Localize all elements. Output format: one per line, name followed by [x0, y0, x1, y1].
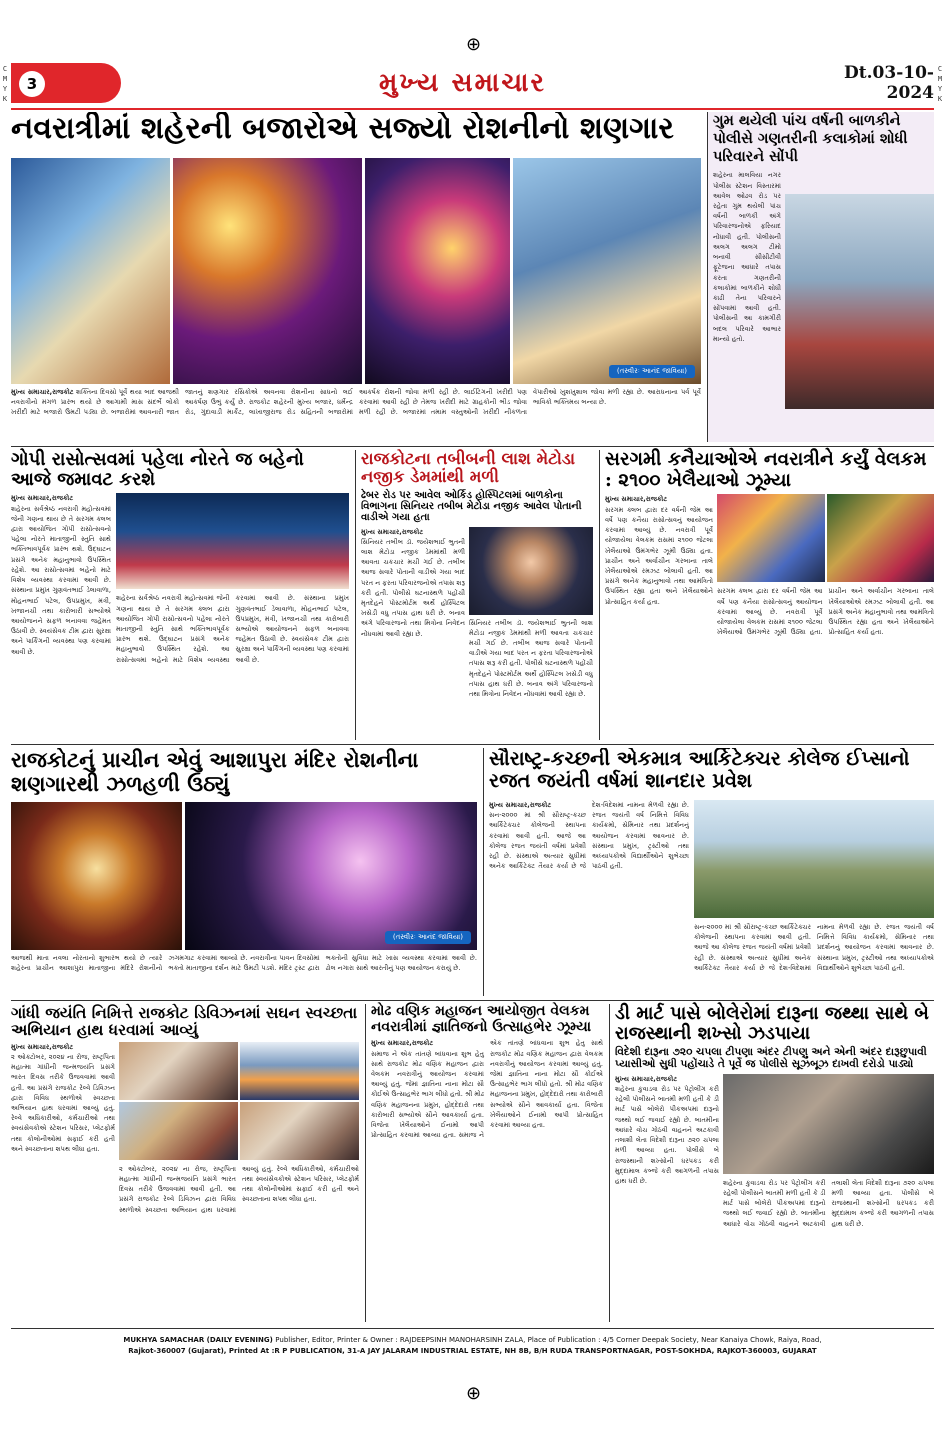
imprint-footer: [11, 1332, 934, 1356]
dmart-content: [615, 1074, 934, 1284]
sargam-body-cont: સરગમ ક્લબ દ્વારા દર વર્ષની જેમ આ વર્ષે પણ કનૈયા રાસોત્સવનું આયોજન કરવામાં આવ્યું છે. નવરાત્રી પૂર્વે યોજાયેલા વેલકમ રાસમાં ૨૧૦૦ જેટલા ખેલૈયાઓ ઉમંગભેર ઝૂમી ઉઠ્યા હતા. પ્રાચીન અને અર્વાચીન ગરબાના તાલે ખેલૈયાઓએ રમઝટ બોલાવી હતી. આ પ્રસંગે અનેક મહાનુભાવો તથા આમંત્રિતો ઉપસ્થિત રહ્યા હતા અને ખેલૈયાઓને પ્રોત્સાહિત કર્યા હતા.: [717, 587, 934, 637]
sargam-body-text: સરગમ ક્લબ દ્વારા દર વર્ષની જેમ આ વર્ષે પણ કનૈયા રાસોત્સવનું આયોજન કરવામાં આવ્યું છે. નવરાત્રી પૂર્વે યોજાયેલા વેલકમ રાસમાં ૨૧૦૦ જેટલા ખેલૈયાઓ ઉમંગભેર ઝૂમી ઉઠ્યા હતા. પ્રાચીન અને અર્વાચીન ગરબાના તાલે ખેલૈયાઓએ રમઝટ બોલાવી હતી. આ પ્રસંગે અનેક મહાનુભાવો તથા આમંત્રિતો ઉપસ્થિત રહ્યા હતા અને ખેલૈયાઓને પ્રોત્સાહિત કર્યા હતા.: [605, 505, 713, 606]
gandhi-body-cont: ૨ ઓક્ટોબર, ૨૦૨૪ ના રોજ, રાષ્ટ્રપિતા મહાત્મા ગાંધીની જન્મજયંતિ પ્રસંગે ભારત દિવસ તરીકે ઉજવવામાં આવી હતી. આ પ્રસંગે રાજકોટ રેલ્વે ડિવિઝન દ્વારા વિવિધ સ્થળોએ સ્વચ્છતા અભિયાન હાથ ધરવામાં આવ્યું હતું. રેલ્વે અધિકારીઓ, કર્મચારીઓ તથા સ્વયંસેવકોએ સ્ટેશન પરિસર, પ્લેટફોર્મ તથા કોલોનીઓમાં સફાઈ કરી હતી અને સ્વચ્છતાના શપથ લીધા હતા.: [119, 1164, 359, 1214]
sargam-headline: સરગમી કનૈયાઓએ નવરાત્રીને કર્યું વેલકમ : ૨૧૦૦ ખેલૈયાઓ ઝૂમ્યા: [605, 449, 927, 491]
photo-lights-market: [173, 158, 361, 384]
lead-body-text: શક્તિના દિવસો પૂર્વે થયા બાદ આજથી નવરાત્રીનો મંગળ પ્રારંભ થયો છે આગામી માસ સંદર્ભે લોકો ખરીદી માટે બજારો ઉમટી પડ્યા છે. બજારોમાં આવનારી જાત જાતનું શણગાર રસિકોએ અવનવા રોશનીના સાધનો લઈ આકર્ષણ ઉભું કર્યું છે. રાજકોટ શહેરની મુખ્ય બજાર, ધર્મેન્દ્ર રોડ, ગુંદાવાડી માર્કેટ, લાખાજીરાજ રોડ સહિતની બજારોમાં આકર્ષક રોશની જોવા મળી રહી છે. લાઈટિંગની ખરીદી પણ કરવામાં આવી રહી છે તેમજ ખરીદી માટે ગ્રાહકોની ભીડ જોવા મળી રહી છે. બજારમાં તમામ વસ્તુઓની ખરીદી નીકળતા વેપારીઓ ખુશખુશાલ જોવા મળી રહ્યા છે. આરાધનાના પર્વ પૂર્વે ભાવિકો ભક્તિમય બન્યા છે.: [11, 388, 701, 417]
doctor-byline: મુખ્ય સમાચાર,રાજકોટ: [361, 527, 424, 536]
photo-family: [785, 194, 934, 409]
sargam-body: [605, 494, 713, 732]
gandhi-headline: ગાંધી જયંતિ નિમિત્તે રાજકોટ ડિવિઝનમાં સઘન સ્વચ્છતા અભિયાન હાથ ધરવામાં આવ્યું: [11, 1003, 358, 1040]
gopi-byline: મુખ્ય સમાચાર,રાજકોટ: [11, 494, 74, 503]
temple-photos: [11, 802, 477, 950]
registration-mark-bottom: ⊕: [466, 1383, 482, 1404]
college-byline: મુખ્ય સમાચાર,રાજકોટ: [489, 801, 552, 809]
cmyk-marks-left: C M Y K: [2, 65, 8, 103]
divider-row3: [11, 1000, 934, 1001]
gopi-body: [11, 493, 111, 749]
side-content: [713, 170, 934, 409]
side-body: શહેરના માલવિયા નગર પોલીસ સ્ટેશન વિસ્તારમાં આવેલ ઓઢવ રોડ પર રહેતા ગુમ થયેલી પાંચ વર્ષની બાળકી અંગે પરિવારજનોએ ફરિયાદ નોંધાવી હતી. પોલીસની અલગ અલગ ટીમો બનાવી સીસીટીવી ફૂટેજના આધારે તપાસ કરતા ગણતરીની કલાકોમાં બાળકીને શોધી કાઢી તેના પરિવારને સોંપવામાં આવી હતી. પોલીસની આ કામગીરી બદલ પરિવારે આભાર માન્યો હતો.: [713, 171, 781, 343]
side-story: [707, 112, 934, 442]
doctor-body-cont: સિનિયર તબીબ ડૉ. જયેશભાઈ ભુતની લાશ મેટોડા નજીક ડેમમાંથી મળી આવતા ચકચાર મચી ગઈ છે. તબીબ આજ સવારે પોતાની વાડીએ ગયા બાદ પરત ન ફરતા પરિવારજનોએ તપાસ શરૂ કરી હતી. પોલીસે ઘટનાસ્થળે પહોંચી મૃતદેહને પોસ્ટમોર્ટમ અર્થે હોસ્પિટલ ખસેડી વધુ તપાસ હાથ ધરી છે. બનાવ અંગે પરિવારજનો તથા મિત્રોના નિવેદન નોંધવામાં આવી રહ્યા છે.: [469, 618, 593, 699]
lead-body: [11, 387, 701, 418]
modh-body-text: સમાજ ને એક તાંતણે બાંધવાના શુભ હેતુ સાથે રાજકોટ મોઢ વણિક મહાજન દ્વારા વેલકમ નવરાત્રીનું આયોજન કરવામાં આવ્યું હતું. જેમાં જ્ઞાતિના નાના મોટા સૌ કોઈએ ઉત્સાહભેર ભાગ લીધો હતો. શ્રી મોઢ વણિક મહાજનના પ્રમુખ, હોદ્દેદારો તથા કારોબારી સભ્યોએ સૌને આવકાર્યા હતા. વિજેતા ખેલૈયાઓને ઈનામો આપી પ્રોત્સાહિત કરવામાં આવ્યા હતા.: [371, 1049, 484, 1140]
photo-doctor: [469, 527, 593, 615]
temple-body: આજથી માતા નવલા નોરતાનો શુભારંભ થયો છે ત્યારે શહેરના પ્રાચીન આશાપુરા માતાજીના મંદિરે રોશનીનો ઝગમગાટ કરવામાં આવ્યો છે. નવરાત્રીના પાવન દિવસોમાં ભક્તો માતાજીના દર્શન માટે ઉમટી પડશે. મંદિર ટ્રસ્ટ દ્વારા ભક્તોની સુવિધા માટે ખાસ વ્યવસ્થા કરવામાં આવી છે. ઢોલ નગારા સાથે આરતીનું પણ આયોજન કરાયું છે.: [11, 954, 477, 973]
lead-story: [11, 112, 701, 442]
dmart-body-cont: શહેરના કુવાડવા રોડ પર પેટ્રોલીંગ કરી રહેલી પોલીસને બાતમી મળી હતી કે ડી માર્ટ પાસે બોલેરો પીકઅપમાં દારૂનો જથ્થો લઈ જવાઈ રહ્યો છે. બાતમીના આધારે વોચ ગોઠવી વાહનને અટકાવી તલાશી લેતા વિદેશી દારૂના ૭૨૦ ચપલા મળી આવ્યા હતા. પોલીસે બે રાજસ્થાની શખ્સોની ધરપકડ કરી મુદ્દામાલ કબ્જે કરી આગળની તપાસ હાથ ધરી છે.: [723, 1178, 934, 1228]
photo-gandhi-2: [240, 1042, 359, 1100]
photo-gopi-stage: [116, 493, 349, 589]
gandhi-body-text: ૨ ઓક્ટોબર, ૨૦૨૪ ના રોજ, રાષ્ટ્રપિતા મહાત્મા ગાંધીની જન્મજયંતિ પ્રસંગે ભારત દિવસ તરીકે ઉજવવામાં આવી હતી. આ પ્રસંગે રાજકોટ રેલ્વે ડિવિઝન દ્વારા વિવિધ સ્થળોએ સ્વચ્છતા અભિયાન હાથ ધરવામાં આવ્યું હતું. રેલ્વે અધિકારીઓ, કર્મચારીઓ તથા સ્વયંસેવકોએ સ્ટેશન પરિસર, પ્લેટફોર્મ તથા કોલોનીઓમાં સફાઈ કરી હતી અને સ્વચ્છતાના શપથ લીધા હતા.: [11, 1052, 115, 1153]
college-body: [489, 800, 689, 990]
gopi-body-text: શહેરના સર્વશ્રેષ્ઠ નવરાત્રી મહોત્સવમાં જેની ગણના થાય છે તે સરગમ ક્લબ દ્વારા આયોજિત ગોપી રાસોત્સવનો પહેલા નોરતે માતાજીની સ્તુતિ સાથે ભક્તિભાવપૂર્વક પ્રારંભ થશે. ઉદ્ઘાટન પ્રસંગે અનેક મહાનુભાવો ઉપસ્થિત રહેશે. આ રાસોત્સવમાં બહેનો માટે વિશેષ વ્યવસ્થા કરવામાં આવી છે. સંસ્થાના પ્રમુખ ગુણવંતભાઈ ડેલાવાળા, મોહનભાઈ પટેલ, ઉપપ્રમુખ, મંત્રી, ખજાનચી તથા કારોબારી સભ્યોએ આયોજનને સફળ બનાવવા જહેમત ઉઠાવી છે. સ્વયંસેવક ટીમ દ્વારા સુરક્ષા અને પાર્કિંગની વ્યવસ્થા પણ કરવામાં આવી છે.: [11, 504, 111, 656]
doctor-headline: રાજકોટના તબીબની લાશ મેટોડા નજીક ડેમમાંથી મળી: [361, 449, 576, 487]
sargam-photos: [717, 494, 934, 582]
story-sargam: [599, 450, 934, 740]
gopi-body-cont: શહેરના સર્વશ્રેષ્ઠ નવરાત્રી મહોત્સવમાં જેની ગણના થાય છે તે સરગમ ક્લબ દ્વારા આયોજિત ગોપી રાસોત્સવનો પહેલા નોરતે માતાજીની સ્તુતિ સાથે ભક્તિભાવપૂર્વક પ્રારંભ થશે. ઉદ્ઘાટન પ્રસંગે અનેક મહાનુભાવો ઉપસ્થિત રહેશે. આ રાસોત્સવમાં બહેનો માટે વિશેષ વ્યવસ્થા કરવામાં આવી છે. સંસ્થાના પ્રમુખ ગુણવંતભાઈ ડેલાવાળા, મોહનભાઈ પટેલ, ઉપપ્રમુખ, મંત્રી, ખજાનચી તથા કારોબારી સભ્યોએ આયોજનને સફળ બનાવવા જહેમત ઉઠાવી છે. સ્વયંસેવક ટીમ દ્વારા સુરક્ષા અને પાર્કિંગની વ્યવસ્થા પણ કરવામાં આવી છે.: [116, 594, 349, 664]
dmart-body-text: શહેરના કુવાડવા રોડ પર પેટ્રોલીંગ કરી રહેલી પોલીસને બાતમી મળી હતી કે ડી માર્ટ પાસે બોલેરો પીકઅપમાં દારૂનો જથ્થો લઈ જવાઈ રહ્યો છે. બાતમીના આધારે વોચ ગોઠવી વાહનને અટકાવી તલાશી લેતા વિદેશી દારૂના ૭૨૦ ચપલા મળી આવ્યા હતા. પોલીસે બે રાજસ્થાની શખ્સોની ધરપકડ કરી મુદ્દામાલ કબ્જે કરી આગળની તપાસ હાથ ધરી છે.: [615, 1085, 719, 1185]
masthead: [11, 60, 934, 106]
gandhi-content: [11, 1042, 359, 1312]
photo-seized-liquor: [723, 1074, 934, 1174]
divider-row1: [11, 446, 934, 447]
footer-line2: Rajkot-360007 (Gujarat), Printed At :R P PUBLICATION, 31-A JAY JALARAM INDUSTRIAL ESTATE, NH 8B, B/H RUDA TRANSPORTNAGAR, POST-SOKHDA, RAJKOT-360003, GUJARAT: [128, 1346, 817, 1355]
masthead-rule: [11, 108, 934, 110]
doctor-content: [361, 527, 593, 727]
college-content: [489, 800, 934, 990]
doctor-body-text: સિનિયર તબીબ ડૉ. જયેશભાઈ ભુતની લાશ મેટોડા નજીક ડેમમાંથી મળી આવતા ચકચાર મચી ગઈ છે. તબીબ આજ સવારે પોતાની વાડીએ ગયા બાદ પરત ન ફરતા પરિવારજનોએ તપાસ શરૂ કરી હતી. પોલીસે ઘટનાસ્થળે પહોંચી મૃતદેહને પોસ્ટમોર્ટમ અર્થે હોસ્પિટલ ખસેડી વધુ તપાસ હાથ ધરી છે. બનાવ અંગે પરિવારજનો તથા મિત્રોના નિવેદન નોંધવામાં આવી રહ્યા છે.: [361, 537, 465, 638]
photo-gandhi-4: [240, 1102, 359, 1160]
gopi-headline: ગોપી રાસોત્સવમાં પહેલા નોરતે જ બહેનો આજે જમાવટ કરશે: [11, 449, 304, 491]
footer-rule: [11, 1328, 934, 1329]
modh-body: [371, 1038, 603, 1308]
story-temple: [11, 748, 477, 996]
dmart-headline: ડી માર્ટ પાસે બોલેરોમાં દારૂના જથ્થા સાથે બે રાજસ્થાની શખ્સો ઝડપાયા: [615, 1003, 929, 1045]
story-college: [483, 748, 934, 996]
sargam-byline: મુખ્ય સમાચાર,રાજકોટ: [605, 495, 668, 504]
story-gopi: [11, 450, 349, 740]
cmyk-marks-right: C M Y K: [937, 65, 943, 103]
newspaper-page: [11, 60, 934, 1390]
lead-photo-strip: [11, 158, 701, 384]
photo-garba-1: [717, 494, 825, 582]
modh-body-text-cont: સમાજ ને એક તાંતણે બાંધવાના શુભ હેતુ સાથે રાજકોટ મોઢ વણિક મહાજન દ્વારા વેલકમ નવરાત્રીનું આયોજન કરવામાં આવ્યું હતું. જેમાં જ્ઞાતિના નાના મોટા સૌ કોઈએ ઉત્સાહભેર ભાગ લીધો હતો. શ્રી મોઢ વણિક મહાજનના પ્રમુખ, હોદ્દેદારો તથા કારોબારી સભ્યોએ સૌને આવકાર્યા હતા. વિજેતા ખેલૈયાઓને ઈનામો આપી પ્રોત્સાહિત કરવામાં આવ્યા હતા.: [458, 1039, 603, 1140]
lead-text-block: [11, 387, 701, 418]
footer-line1: Publisher, Editor, Printer & Owner : RAJDEEPSINH MANOHARSINH ZALA, Place of Publication : 4/5 Corner Deepak Society, Near Kanaiya Chowk, Raiya, Road,: [275, 1336, 822, 1344]
footer-paper-name: MUKHYA SAMACHAR (DAILY EVENING): [123, 1336, 273, 1344]
story-modh: [365, 1004, 603, 1322]
dmart-body: [615, 1074, 719, 1284]
row-4: [11, 1004, 934, 1322]
temple-headline: રાજકોટનું પ્રાચીન એવું આશાપુરા મંદિર રોશનીના શણગારથી ઝળહળી ઉઠ્યું: [11, 748, 419, 796]
photo-college: [694, 800, 934, 918]
side-headline: ગુમ થયેલી પાંચ વર્ષની બાળકીને પોલીસે ગણતરીની કલાકોમાં શોધી પરિવારને સોંપી: [713, 112, 908, 166]
college-body-cont: સન-૨૦૦૦ માં શ્રી સૌરાષ્ટ્ર-કચ્છ આર્કિટેક્ચર કોલેજની સ્થાપના કરવામાં આવી હતી. આજે આ કોલેજ રજત જયંતી વર્ષમાં પ્રવેશી રહી છે. સંસ્થાએ અત્યાર સુધીમાં અનેક આર્કિટેક્ટ તૈયાર કર્યા છે જે દેશ-વિદેશમાં નામના મેળવી રહ્યા છે. રજત જયંતી વર્ષ નિમિત્તે વિવિધ કાર્યક્રમો, સેમિનાર તથા પ્રદર્શનનું આયોજન કરવામાં આવનાર છે. સંસ્થાના પ્રમુખ, ટ્રસ્ટીઓ તથા અધ્યાપકોએ વિદ્યાર્થીઓને શુભેચ્છા પાઠવી હતી.: [694, 923, 934, 972]
lead-byline: મુખ્ય સમાચાર,રાજકોટ: [11, 388, 74, 396]
dmart-subhead: વિદેશી દારૂના ૭૨૦ ચપલા ટીપણા અંદર ટીપણુ અને એની અંદર દારૂછુપાવી પ્યાસીઓ સુધી પહોંચાડે તે પૂર્વે જ પોલીસે સૂઝબૂઝ દાખવી દરોડો પાડ્યો: [615, 1046, 927, 1071]
page-number-badge: [11, 63, 121, 103]
photo-shopkeeper-1: [11, 158, 170, 384]
row-3: [11, 748, 934, 996]
photo-shopkeeper-2: [513, 158, 701, 384]
modh-byline: મુખ્ય સમાચાર,રાજકોટ: [371, 1039, 434, 1048]
issue-date: Dt.03-10-2024: [844, 63, 934, 103]
section-title: મુખ્ય સમાચાર: [379, 67, 546, 98]
photo-gandhi-1: [119, 1042, 238, 1100]
photo-temple-idol: [11, 802, 182, 950]
temple-photo-credit: (તસ્વીરઃ આનંદ જાવિયા): [385, 931, 471, 944]
dmart-byline: મુખ્ય સમાચાર,રાજકોટ: [615, 1074, 678, 1083]
doctor-body: [361, 527, 465, 727]
photo-gandhi-3: [119, 1102, 238, 1160]
sargam-content: [605, 494, 934, 732]
college-body-text: સન-૨૦૦૦ માં શ્રી સૌરાષ્ટ્ર-કચ્છ આર્કિટેક્ચર કોલેજની સ્થાપના કરવામાં આવી હતી. આજે આ કોલેજ રજત જયંતી વર્ષમાં પ્રવેશી રહી છે. સંસ્થાએ અત્યાર સુધીમાં અનેક આર્કિટેક્ટ તૈયાર કર્યા છે જે દેશ-વિદેશમાં નામના મેળવી રહ્યા છે. રજત જયંતી વર્ષ નિમિત્તે વિવિધ કાર્યક્રમો, સેમિનાર તથા પ્રદર્શનનું આયોજન કરવામાં આવનાર છે. સંસ્થાના પ્રમુખ, ટ્રસ્ટીઓ તથા અધ્યાપકોએ વિદ્યાર્થીઓને શુભેચ્છા પાઠવી હતી.: [489, 801, 689, 871]
gandhi-body: [11, 1042, 115, 1312]
story-dmart: [609, 1004, 934, 1322]
gandhi-byline: મુખ્ય સમાચાર,રાજકોટ: [11, 1042, 74, 1051]
photo-credit: (તસ્વીરઃ આનંદ જાવિયા): [609, 365, 695, 378]
college-headline: સૌરાષ્ટ્ર-કચ્છની એકમાત્ર આર્કિટેક્ચર કોલેજ ઈપ્સાનો રજત જયંતી વર્ષમાં શાનદાર પ્રવેશ: [489, 748, 910, 792]
story-doctor: [355, 450, 593, 740]
photo-temple-lights: [185, 802, 477, 950]
photo-garba-2: [827, 494, 935, 582]
doctor-subhead: ઢેબર રોડ પર આવેલ ઓર્કિડ હોસ્પિટલમાં બાળકોના વિભાગના સિનિયર તબીબ મેટોડા નજીક આવેલ પોતાની વાડીએ ગયા હતા: [361, 489, 582, 524]
gopi-content: [11, 493, 349, 749]
row-2: [11, 450, 934, 740]
photo-lights-stall: [365, 158, 510, 384]
gandhi-photos: [119, 1042, 359, 1160]
registration-mark-top: ⊕: [466, 34, 482, 55]
page-number: 3: [19, 71, 45, 97]
story-gandhi: [11, 1004, 359, 1322]
row-lead: [11, 112, 934, 442]
modh-headline: મોઢ વણિક મહાજન આયોજીત વેલકમ નવરાત્રીમાં જ્ઞાતિજનો ઉત્સાહભેર ઝૂમ્યા: [371, 1003, 592, 1035]
lead-headline: નવરાત્રીમાં શહેરની બજારોએ સજ્યો રોશનીનો શણગાર: [11, 112, 674, 146]
divider-row2: [11, 744, 934, 745]
